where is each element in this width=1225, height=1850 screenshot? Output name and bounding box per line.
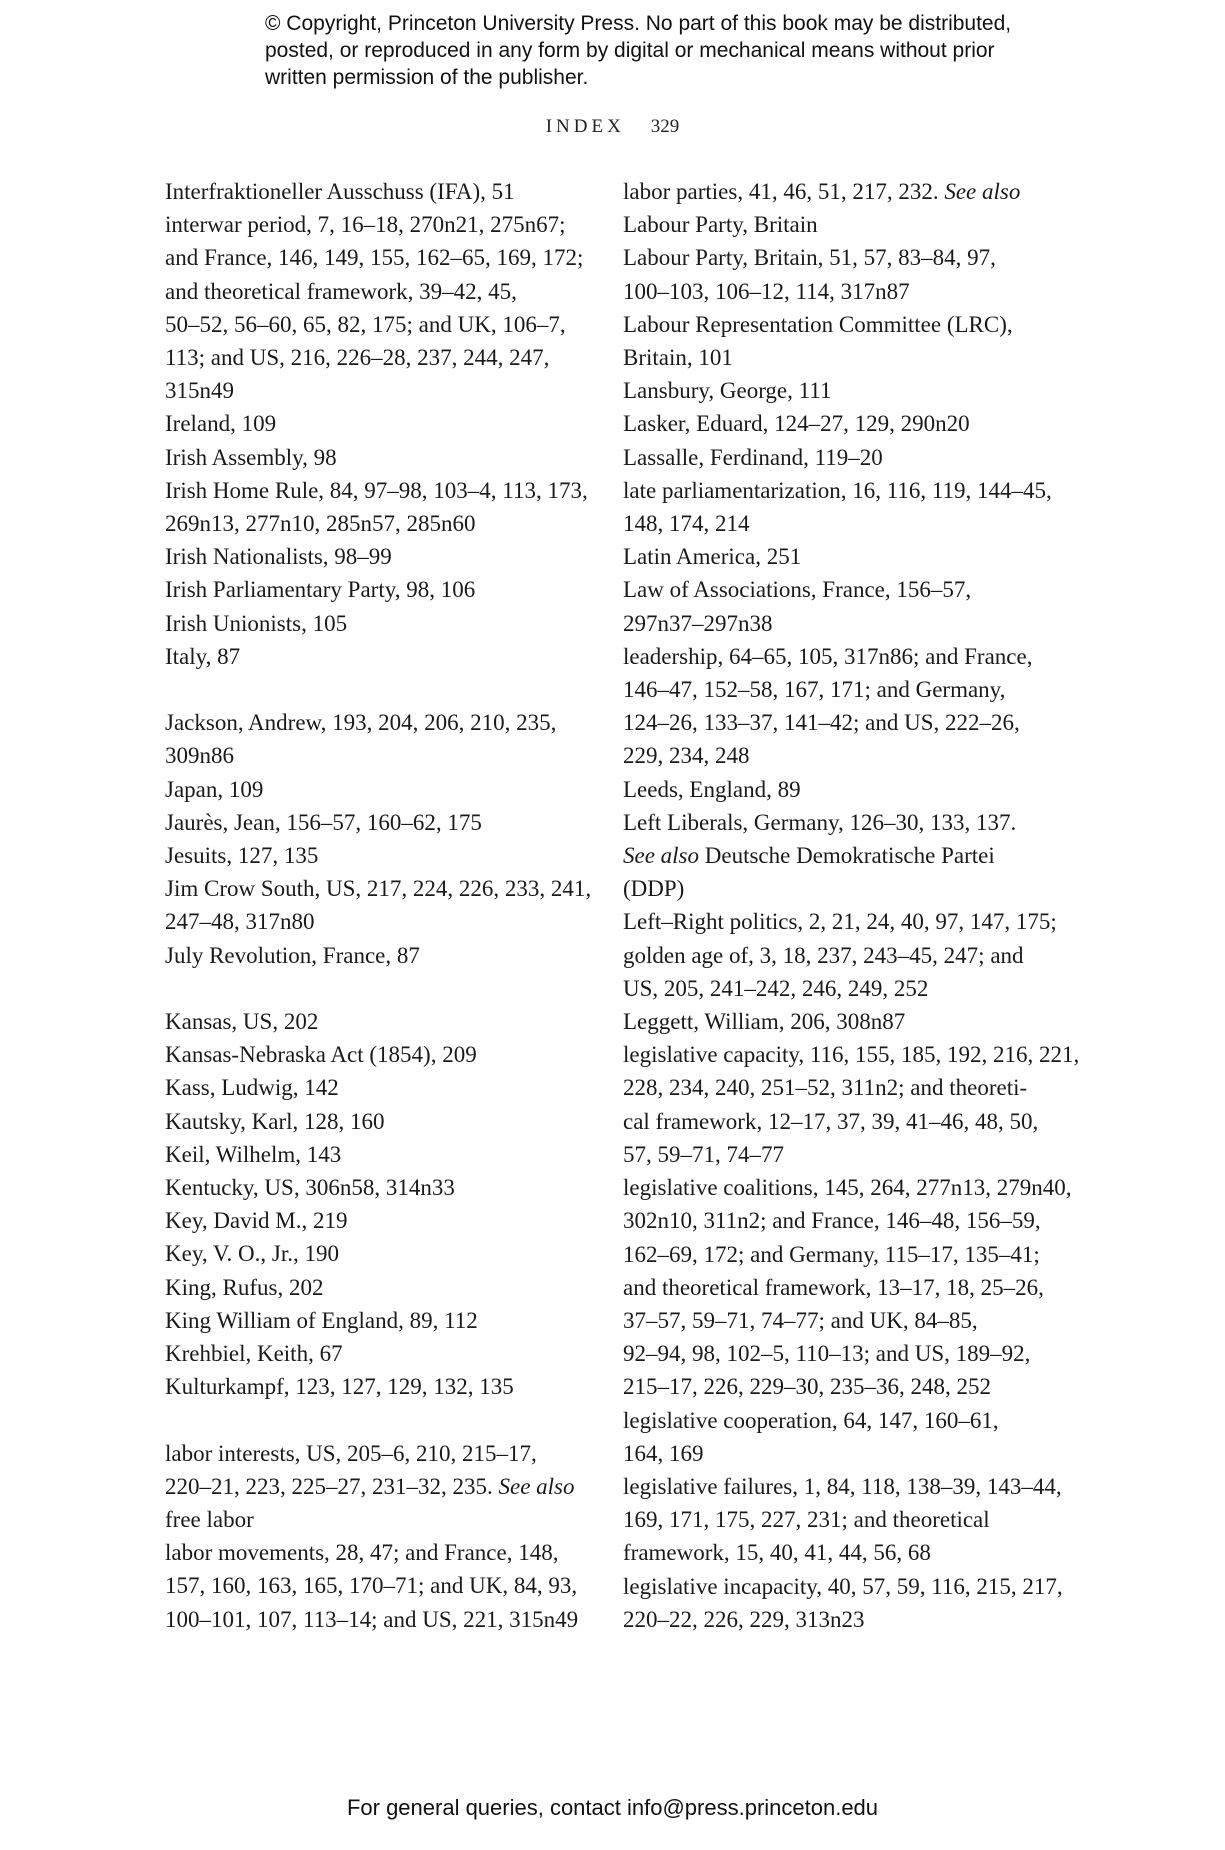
- letter-group-gap: [165, 972, 575, 1005]
- index-entry: [165, 806, 575, 839]
- index-entry-heading-line: Ireland, 109: [165, 411, 277, 437]
- index-entry-continuation-line: golden age of, 3, 18, 237, 243–45, 247; and: [623, 942, 1024, 968]
- index-entry-continuation-line: 92–94, 98, 102–5, 110–13; and US, 189–92,: [623, 1341, 1031, 1367]
- index-entry-heading-line: legislative capacity, 116, 155, 185, 192, 216, 221,: [623, 1042, 1080, 1068]
- index-entry-heading-line: Lasker, Eduard, 124–27, 129, 290n20: [623, 411, 970, 437]
- index-entry-continuation-line: 100–101, 107, 113–14; and US, 221, 315n49: [165, 1606, 579, 1632]
- index-entry-continuation-line: 113; and US, 216, 226–28, 237, 244, 247,: [165, 345, 550, 371]
- index-entry-continuation-line: 309n86: [165, 743, 234, 769]
- index-entry-continuation-line: 148, 174, 214: [623, 511, 750, 537]
- index-entry-continuation-line: 57, 59–71, 74–77: [623, 1141, 784, 1167]
- index-entry-heading-line: Leeds, England, 89: [623, 776, 801, 802]
- index-column-right: [623, 175, 1080, 1636]
- index-entry: [165, 1271, 575, 1304]
- index-entry: [165, 607, 575, 640]
- running-head-label: INDEX: [545, 116, 625, 137]
- index-entry-heading-line: July Revolution, France, 87: [165, 942, 420, 968]
- index-entry: [165, 208, 584, 407]
- index-entry-continuation-line: 162–69, 172; and Germany, 115–17, 135–41;: [623, 1241, 1040, 1267]
- index-entry: [165, 1437, 575, 1537]
- index-entry-heading-line: Irish Nationalists, 98–99: [165, 544, 392, 570]
- index-entry: [623, 640, 1038, 773]
- index-entry: [165, 872, 592, 938]
- index-entry-continuation-line: 220–21, 223, 225–27, 231–32, 235. See also: [165, 1473, 575, 1499]
- index-entry-continuation-line: 164, 169: [623, 1440, 704, 1466]
- index-entry: [623, 1038, 1080, 1171]
- index-entry-continuation-line: Britain, 101: [623, 345, 733, 371]
- index-entry: [623, 540, 1038, 573]
- index-entry: [623, 441, 1038, 474]
- index-entry-heading-line: Japan, 109: [165, 776, 264, 802]
- index-entry-heading-line: Latin America, 251: [623, 544, 802, 570]
- index-entry-continuation-line: 169, 171, 175, 227, 231; and theoretical: [623, 1507, 990, 1533]
- index-entry-heading-line: Irish Assembly, 98: [165, 444, 337, 470]
- index-entry: [165, 1071, 575, 1104]
- index-entry-heading-line: Italy, 87: [165, 643, 241, 669]
- index-entry-heading-line: Krehbiel, Keith, 67: [165, 1341, 343, 1367]
- index-entry-heading-line: Kentucky, US, 306n58, 314n33: [165, 1175, 455, 1201]
- index-entry-continuation-line: 220–22, 226, 229, 313n23: [623, 1606, 865, 1632]
- index-entry-heading-line: Kautsky, Karl, 128, 160: [165, 1108, 385, 1134]
- index-entry-heading-line: Interfraktioneller Ausschuss (IFA), 51: [165, 179, 515, 204]
- index-entry-continuation-line: 302n10, 311n2; and France, 146–48, 156–59,: [623, 1208, 1041, 1234]
- index-entry-continuation-line: US, 205, 241–242, 246, 249, 252: [623, 975, 929, 1001]
- index-entry-heading-line: Irish Unionists, 105: [165, 610, 348, 636]
- index-entry-heading-line: Key, David M., 219: [165, 1208, 348, 1234]
- index-entry-heading-line: Kansas-Nebraska Act (1854), 209: [165, 1042, 477, 1068]
- index-entry: [165, 1237, 575, 1270]
- index-entry: [623, 573, 1038, 639]
- index-entry-continuation-line: 315n49: [165, 378, 234, 404]
- index-entry: [623, 1404, 1038, 1470]
- copyright-notice: © Copyright, Princeton University Press. No part of this book may be distributed, posted, or reproduced in any form by digital or mechanical means without prior written permission of the publisher.: [265, 12, 1012, 89]
- index-entry-continuation-line: 146–47, 152–58, 167, 171; and Germany,: [623, 677, 1006, 703]
- index-entry: [165, 573, 575, 606]
- index-entry-heading-line: Irish Home Rule, 84, 97–98, 103–4, 113, 173,: [165, 477, 588, 503]
- index-entry-heading-line: interwar period, 7, 16–18, 270n21, 275n67;: [165, 212, 566, 238]
- index-entry-continuation-line: See also Deutsche Demokratische Partei: [623, 843, 995, 869]
- index-entry: [623, 1570, 1063, 1636]
- index-entry-continuation-line: 124–26, 133–37, 141–42; and US, 222–26,: [623, 710, 1020, 736]
- index-entry-heading-line: late parliamentarization, 16, 116, 119, 144–45,: [623, 477, 1052, 503]
- letter-group-gap: [165, 673, 575, 706]
- page-number: 329: [650, 116, 680, 137]
- index-entry: [165, 1138, 575, 1171]
- index-entry-heading-line: Leggett, William, 206, 308n87: [623, 1009, 906, 1035]
- index-entry: [165, 1038, 575, 1071]
- index-entry-continuation-line: and theoretical framework, 39–42, 45,: [165, 278, 517, 304]
- index-entry: [165, 939, 575, 972]
- index-entry: [165, 474, 588, 540]
- index-entry: [165, 1204, 575, 1237]
- index-entry: [165, 441, 575, 474]
- index-entry-continuation-line: 100–103, 106–12, 114, 317n87: [623, 278, 910, 304]
- index-column-left: [165, 175, 592, 1636]
- index-entry: [623, 407, 1038, 440]
- index-entry-continuation-line: 269n13, 277n10, 285n57, 285n60: [165, 511, 476, 537]
- index-entry: [165, 407, 575, 440]
- index-entry-heading-line: Left Liberals, Germany, 126–30, 133, 137.: [623, 809, 1017, 835]
- index-entry: [165, 175, 575, 208]
- index-entry-continuation-line: framework, 15, 40, 41, 44, 56, 68: [623, 1540, 931, 1566]
- index-entry-heading-line: labor interests, US, 205–6, 210, 215–17,: [165, 1440, 537, 1466]
- index-entry-heading-line: Kulturkampf, 123, 127, 129, 132, 135: [165, 1374, 514, 1400]
- index-entry-heading-line: Lansbury, George, 111: [623, 378, 832, 404]
- index-entry-heading-line: labor parties, 41, 46, 51, 217, 232. See also: [623, 179, 1021, 204]
- index-entry: [623, 905, 1057, 1005]
- index-entry-continuation-line: 247–48, 317n80: [165, 909, 315, 935]
- footer-contact: For general queries, contact info@press.princeton.edu: [346, 1795, 879, 1820]
- index-entry-heading-line: Keil, Wilhelm, 143: [165, 1141, 342, 1167]
- see-also-reference: See also: [944, 179, 1021, 204]
- index-entry: [623, 1171, 1072, 1403]
- index-entry-heading-line: Left–Right politics, 2, 21, 24, 40, 97, 147, 175;: [623, 909, 1057, 935]
- index-entry-heading-line: legislative failures, 1, 84, 118, 138–39, 143–44,: [623, 1473, 1062, 1499]
- index-entry: [623, 241, 1038, 307]
- index-entry-heading-line: Law of Associations, France, 156–57,: [623, 577, 972, 603]
- index-entry-heading-line: Key, V. O., Jr., 190: [165, 1241, 340, 1267]
- index-entry-heading-line: King William of England, 89, 112: [165, 1307, 478, 1333]
- index-entry-continuation-line: cal framework, 12–17, 37, 39, 41–46, 48, 50,: [623, 1108, 1039, 1134]
- index-entry-heading-line: Labour Party, Britain, 51, 57, 83–84, 97,: [623, 245, 996, 271]
- index-entry: [165, 773, 575, 806]
- index-entry-continuation-line: (DDP): [623, 876, 685, 902]
- index-entry-heading-line: Jackson, Andrew, 193, 204, 206, 210, 235,: [165, 710, 557, 736]
- letter-group-gap: [165, 1403, 575, 1436]
- index-entry: [623, 773, 1038, 806]
- index-entry: [623, 1470, 1062, 1570]
- index-entry: [165, 1171, 575, 1204]
- index-entry-continuation-line: 215–17, 226, 229–30, 235–36, 248, 252: [623, 1374, 991, 1400]
- index-entry: [165, 839, 575, 872]
- index-entry: [165, 1005, 575, 1038]
- index-entry: [623, 474, 1052, 540]
- index-entry-heading-line: legislative cooperation, 64, 147, 160–61,: [623, 1407, 999, 1433]
- index-entry: [623, 374, 1038, 407]
- index-entry-heading-line: Labour Representation Committee (LRC),: [623, 311, 1013, 337]
- index-entry-heading-line: Jesuits, 127, 135: [165, 843, 319, 869]
- index-entry-heading-line: legislative incapacity, 40, 57, 59, 116, 215, 217,: [623, 1573, 1063, 1599]
- index-entry-heading-line: Jaurès, Jean, 156–57, 160–62, 175: [165, 809, 482, 835]
- index-entry-heading-line: labor movements, 28, 47; and France, 148,: [165, 1540, 559, 1566]
- see-also-reference: See also: [498, 1473, 575, 1499]
- index-entry: [623, 806, 1038, 906]
- index-entry: [165, 706, 575, 772]
- index-entry-continuation-line: and theoretical framework, 13–17, 18, 25–26,: [623, 1274, 1044, 1300]
- index-entry-heading-line: Jim Crow South, US, 217, 224, 226, 233, 241,: [165, 876, 592, 902]
- index-entry: [165, 1536, 579, 1636]
- index-entry-continuation-line: 157, 160, 163, 165, 170–71; and UK, 84, 93,: [165, 1573, 578, 1599]
- index-entry: [623, 1005, 1038, 1038]
- index-entry: [165, 1370, 575, 1403]
- running-head: [0, 116, 1225, 138]
- index-entry: [623, 175, 1038, 241]
- see-also-reference: See also: [623, 843, 700, 869]
- index-entry-continuation-line: free labor: [165, 1507, 254, 1533]
- index-entry-continuation-line: and France, 146, 149, 155, 162–65, 169, 172;: [165, 245, 584, 271]
- index-entry-heading-line: legislative coalitions, 145, 264, 277n13, 279n40,: [623, 1175, 1072, 1201]
- index-entry-heading-line: Kass, Ludwig, 142: [165, 1075, 339, 1101]
- index-entry: [165, 640, 575, 673]
- index-entry-continuation-line: 50–52, 56–60, 65, 82, 175; and UK, 106–7,: [165, 311, 566, 337]
- index-entry: [165, 1105, 575, 1138]
- index-entry: [165, 1304, 575, 1337]
- index-entry-continuation-line: 297n37–297n38: [623, 610, 773, 636]
- index-entry-continuation-line: 37–57, 59–71, 74–77; and UK, 84–85,: [623, 1307, 978, 1333]
- index-entry-heading-line: Kansas, US, 202: [165, 1009, 319, 1035]
- index-entry: [165, 1337, 575, 1370]
- index-entry-heading-line: King, Rufus, 202: [165, 1274, 324, 1300]
- index-entry-heading-line: Lassalle, Ferdinand, 119–20: [623, 444, 883, 470]
- index-entry-heading-line: leadership, 64–65, 105, 317n86; and France,: [623, 643, 1033, 669]
- index-entry-continuation-line: 229, 234, 248: [623, 743, 750, 769]
- index-entry: [165, 540, 575, 573]
- index-entry-continuation-line: Labour Party, Britain: [623, 212, 818, 238]
- index-entry-continuation-line: 228, 234, 240, 251–52, 311n2; and theoreti-: [623, 1075, 1028, 1101]
- index-entry-heading-line: Irish Parliamentary Party, 98, 106: [165, 577, 476, 603]
- index-entry: [623, 308, 1038, 374]
